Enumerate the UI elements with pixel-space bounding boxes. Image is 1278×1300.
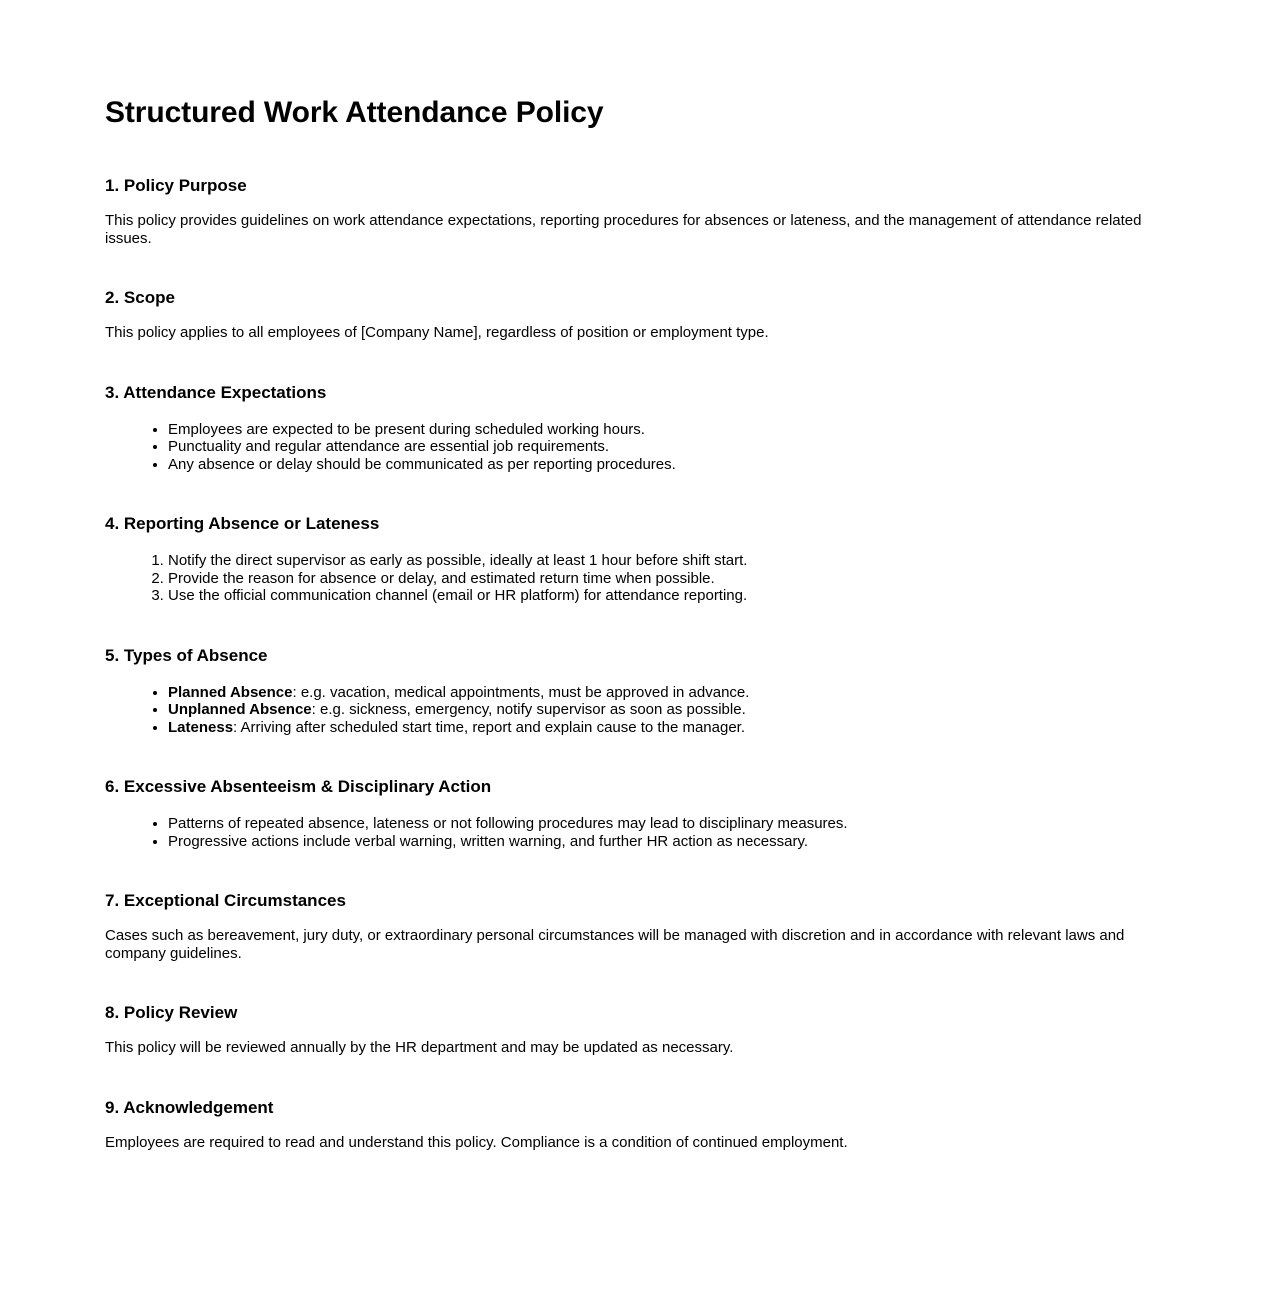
section-heading: 2. Scope: [105, 288, 175, 307]
definition-list: [105, 684, 1173, 737]
section-excessive-absenteeism: [105, 777, 1173, 850]
definition-description: : e.g. sickness, emergency, notify supervisor as soon as possible.: [311, 701, 746, 718]
definition-description: : e.g. vacation, medical appointments, must be approved in advance.: [292, 683, 750, 701]
section-heading: 1. Policy Purpose: [105, 176, 247, 195]
list-item: [168, 684, 1173, 702]
numbered-list: [105, 552, 1173, 605]
list-item: • Punctuality and regular attendance are essential job requirements.: [168, 438, 1173, 456]
section-heading: 3. Attendance Expectations: [105, 382, 327, 402]
list-item: 1. Notify the direct supervisor as early as possible, ideally at least 1 hour before shift start.: [168, 552, 1173, 570]
list-item: 2. Provide the reason for absence or delay, and estimated return time when possible.: [168, 570, 1173, 588]
section-scope: [105, 288, 1173, 342]
section-heading: 4. Reporting Absence or Lateness: [105, 514, 380, 533]
section-heading: 9. Acknowledgement: [105, 1097, 274, 1117]
section-paragraph: Cases such as bereavement, jury duty, or extraordinary personal circumstances will be managed with discretion and in accordance with relevant laws and company guidelines.: [105, 927, 1125, 962]
list-item: 3. Use the official communication channel (email or HR platform) for attendance reporting.: [168, 587, 1173, 605]
page-title: Structured Work Attendance Policy: [105, 96, 604, 129]
list-item: [168, 701, 1173, 719]
section-heading: 6. Excessive Absenteeism & Disciplinary Action: [105, 777, 492, 796]
definition-term: Unplanned Absence: [168, 701, 312, 718]
section-attendance-expectations: [105, 383, 1173, 474]
definition-term: Lateness: [168, 718, 234, 736]
section-paragraph: This policy provides guidelines on work attendance expectations, reporting procedures for absences or lateness, and the management of attendance related issues.: [105, 212, 1142, 247]
section-types-of-absence: [105, 646, 1173, 737]
section-heading: 7. Exceptional Circumstances: [105, 891, 346, 910]
list-item: • Any absence or delay should be communicated as per reporting procedures.: [168, 456, 1173, 474]
bullet-list: [105, 421, 1173, 474]
list-item: [168, 719, 1173, 737]
definition-term: Planned Absence: [168, 683, 293, 701]
section-policy-purpose: [105, 176, 1173, 247]
definition-description: : Arriving after scheduled start time, report and explain cause to the manager.: [233, 718, 745, 736]
section-paragraph: This policy applies to all employees of [Company Name], regardless of position or employment type.: [105, 324, 769, 341]
section-paragraph: Employees are required to read and understand this policy. Compliance is a condition of continued employment.: [105, 1133, 848, 1151]
section-heading: 8. Policy Review: [105, 1003, 238, 1022]
section-paragraph: This policy will be reviewed annually by the HR department and may be updated as necessary.: [105, 1039, 734, 1056]
section-policy-review: [105, 1003, 1173, 1057]
section-heading: 5. Types of Absence: [105, 645, 268, 665]
bullet-list: [105, 815, 1173, 850]
list-item: • Progressive actions include verbal warning, written warning, and further HR action as necessary.: [168, 833, 1173, 851]
list-item: • Patterns of repeated absence, lateness or not following procedures may lead to disciplinary measures.: [168, 815, 1173, 833]
section-acknowledgement: [105, 1098, 1173, 1152]
section-exceptional-circumstances: [105, 891, 1173, 962]
section-reporting-absence-or-lateness: [105, 514, 1173, 605]
list-item: • Employees are expected to be present during scheduled working hours.: [168, 421, 1173, 439]
